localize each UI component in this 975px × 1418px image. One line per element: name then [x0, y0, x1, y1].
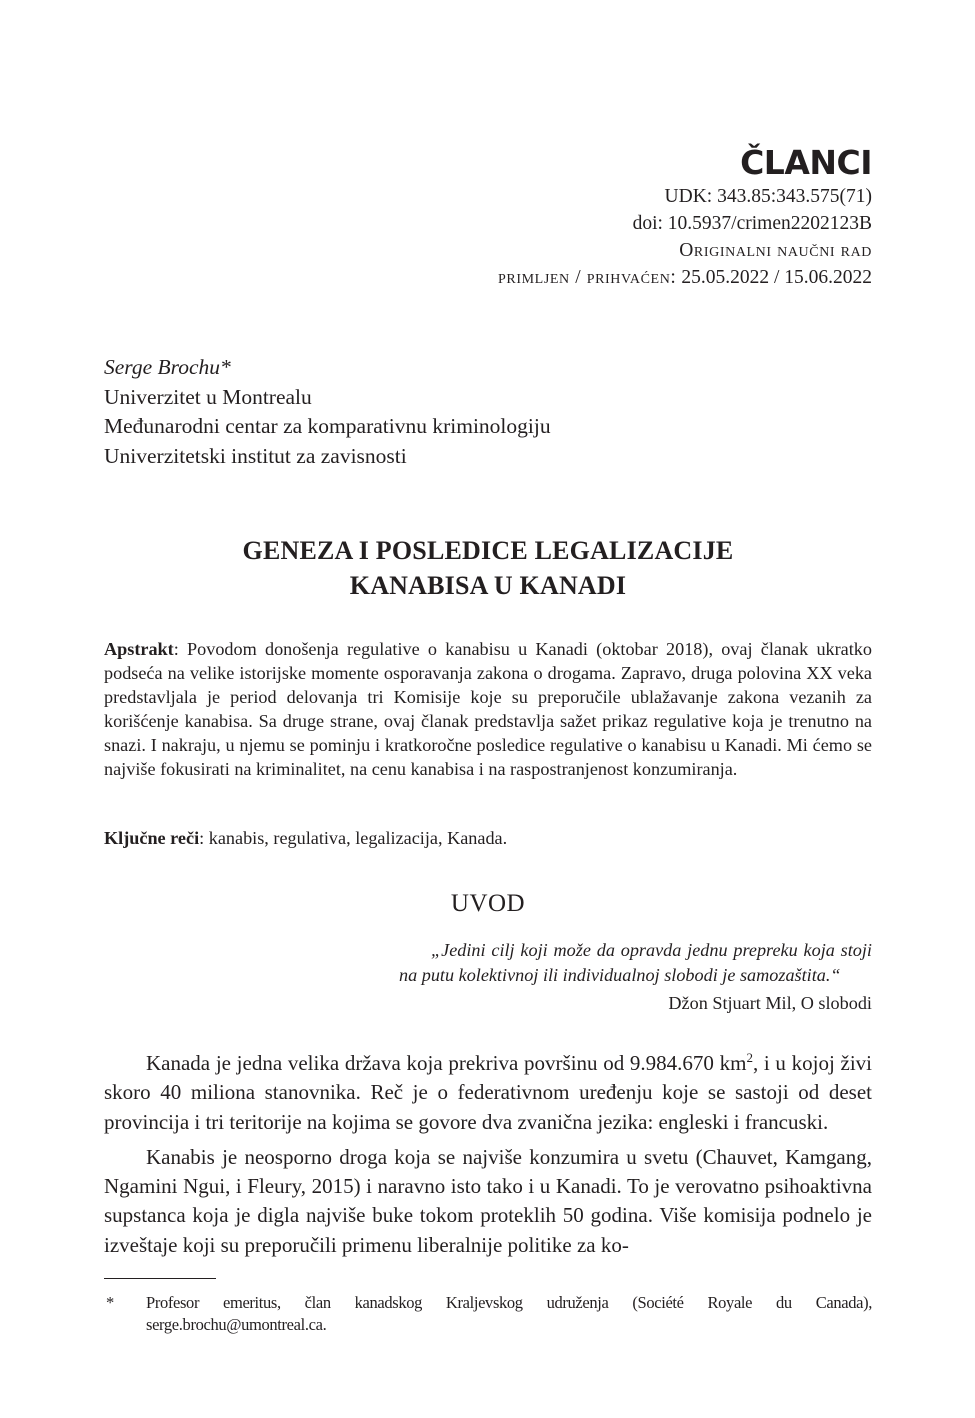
body-text: [104, 1049, 872, 1266]
received-accepted: [498, 264, 872, 291]
affiliation: Međunarodni centar za komparativnu kriminologiju: [104, 414, 551, 438]
document-page: [104, 0, 872, 1418]
footnote-text: Profesor emeritus, član kanadskog Kraljevskog udruženja (Société Royale du Canada), serge.brochu@umontreal.ca.: [146, 1293, 872, 1334]
udk-code: UDK: 343.85:343.575(71): [664, 186, 872, 207]
footnote-divider: [104, 1278, 216, 1279]
received-accepted-dates: 25.05.2022 / 15.06.2022: [676, 267, 872, 288]
title-line: KANABISA U KANADI: [349, 571, 627, 600]
title-line: GENEZA I POSLEDICE LEGALIZACIJE: [242, 536, 734, 565]
keywords: [104, 826, 872, 850]
epigraph-quote: „Jedini cilj koji može da opravda jednu prepreku koja stoji na putu kolektivnoj ili individualnoj slobodi je samozaštita.“: [399, 940, 872, 985]
superscript: 2: [746, 1050, 753, 1065]
author-name: Serge Brochu*: [104, 355, 231, 379]
paragraph-text: Kanada je jedna velika država koja prekriva površinu od 9.984.670 km: [146, 1051, 747, 1075]
footnote-marker: *: [106, 1293, 114, 1312]
paper-type: Originalni naučni rad: [679, 240, 872, 261]
doi[interactable]: doi: 10.5937/crimen2202123B: [632, 213, 872, 234]
section-label: ČLANCI: [740, 143, 872, 182]
abstract-separator: :: [173, 639, 179, 659]
paragraph-text: , i u kojoj živi skoro 40 miliona stanovnika. Reč je o federativnom uređenju koje se sastoji od deset provincija i tri teritorije na kojima se govore dva zvanična jezika: engleski i francuski.: [104, 1051, 872, 1134]
abstract: [104, 637, 872, 781]
keywords-text: kanabis, regulativa, legalizacija, Kanada.: [204, 828, 508, 848]
footnote: [104, 1292, 872, 1336]
article-title: [104, 533, 872, 603]
body-paragraph: Kanabis je neosporno droga koja se najviše konzumira u svetu (Chauvet, Kamgang, Ngamini Ngui, i Fleury, 2015) i naravno isto tako i u Kanadi. To je verovatno psihoaktivna supstanca koja je digla najviše buke tokom proteklih 50 godina. Više komisija podnelo je izveštaje koji su preporučili primenu liberalnije politike za ko-: [104, 1144, 872, 1257]
body-paragraph: [104, 1049, 872, 1137]
keywords-label: Ključne reči: [104, 828, 200, 848]
author-block: [104, 353, 551, 471]
epigraph: [399, 938, 872, 1016]
article-header: [498, 143, 872, 291]
keywords-separator: :: [199, 828, 205, 848]
section-heading: UVOD: [450, 890, 526, 917]
abstract-label: Apstrakt: [104, 639, 174, 659]
affiliation: Univerzitetski institut za zavisnosti: [104, 443, 407, 468]
epigraph-source: Džon Stjuart Mil, O slobodi: [668, 993, 872, 1013]
affiliation: Univerzitet u Montrealu: [104, 384, 312, 409]
received-accepted-label: primljen / prihvaćen:: [498, 267, 677, 288]
abstract-text: Povodom donošenja regulative o kanabisu u Kanadi (oktobar 2018), ovaj članak ukratko podseća na velike istorijske momente osporavanja zakona o drogama. Zapravo, druga polovina XX veka predstavljala je period delovanja tri Komisije koje su preporučile ublažavanje zakona vezanih za korišćenje kanabisa. Sa druge strane, ovaj članak predstavlja sažet prikaz regulative koja je trenutno na snazi. I nakraju, u njemu se pominju i kratkoročne posledice regulative o kanabisu u Kanadi. Mi ćemo se najviše fokusirati na kriminalitet, na cenu kanabisa i na raspostranjenost konzumiranja.: [104, 639, 872, 779]
